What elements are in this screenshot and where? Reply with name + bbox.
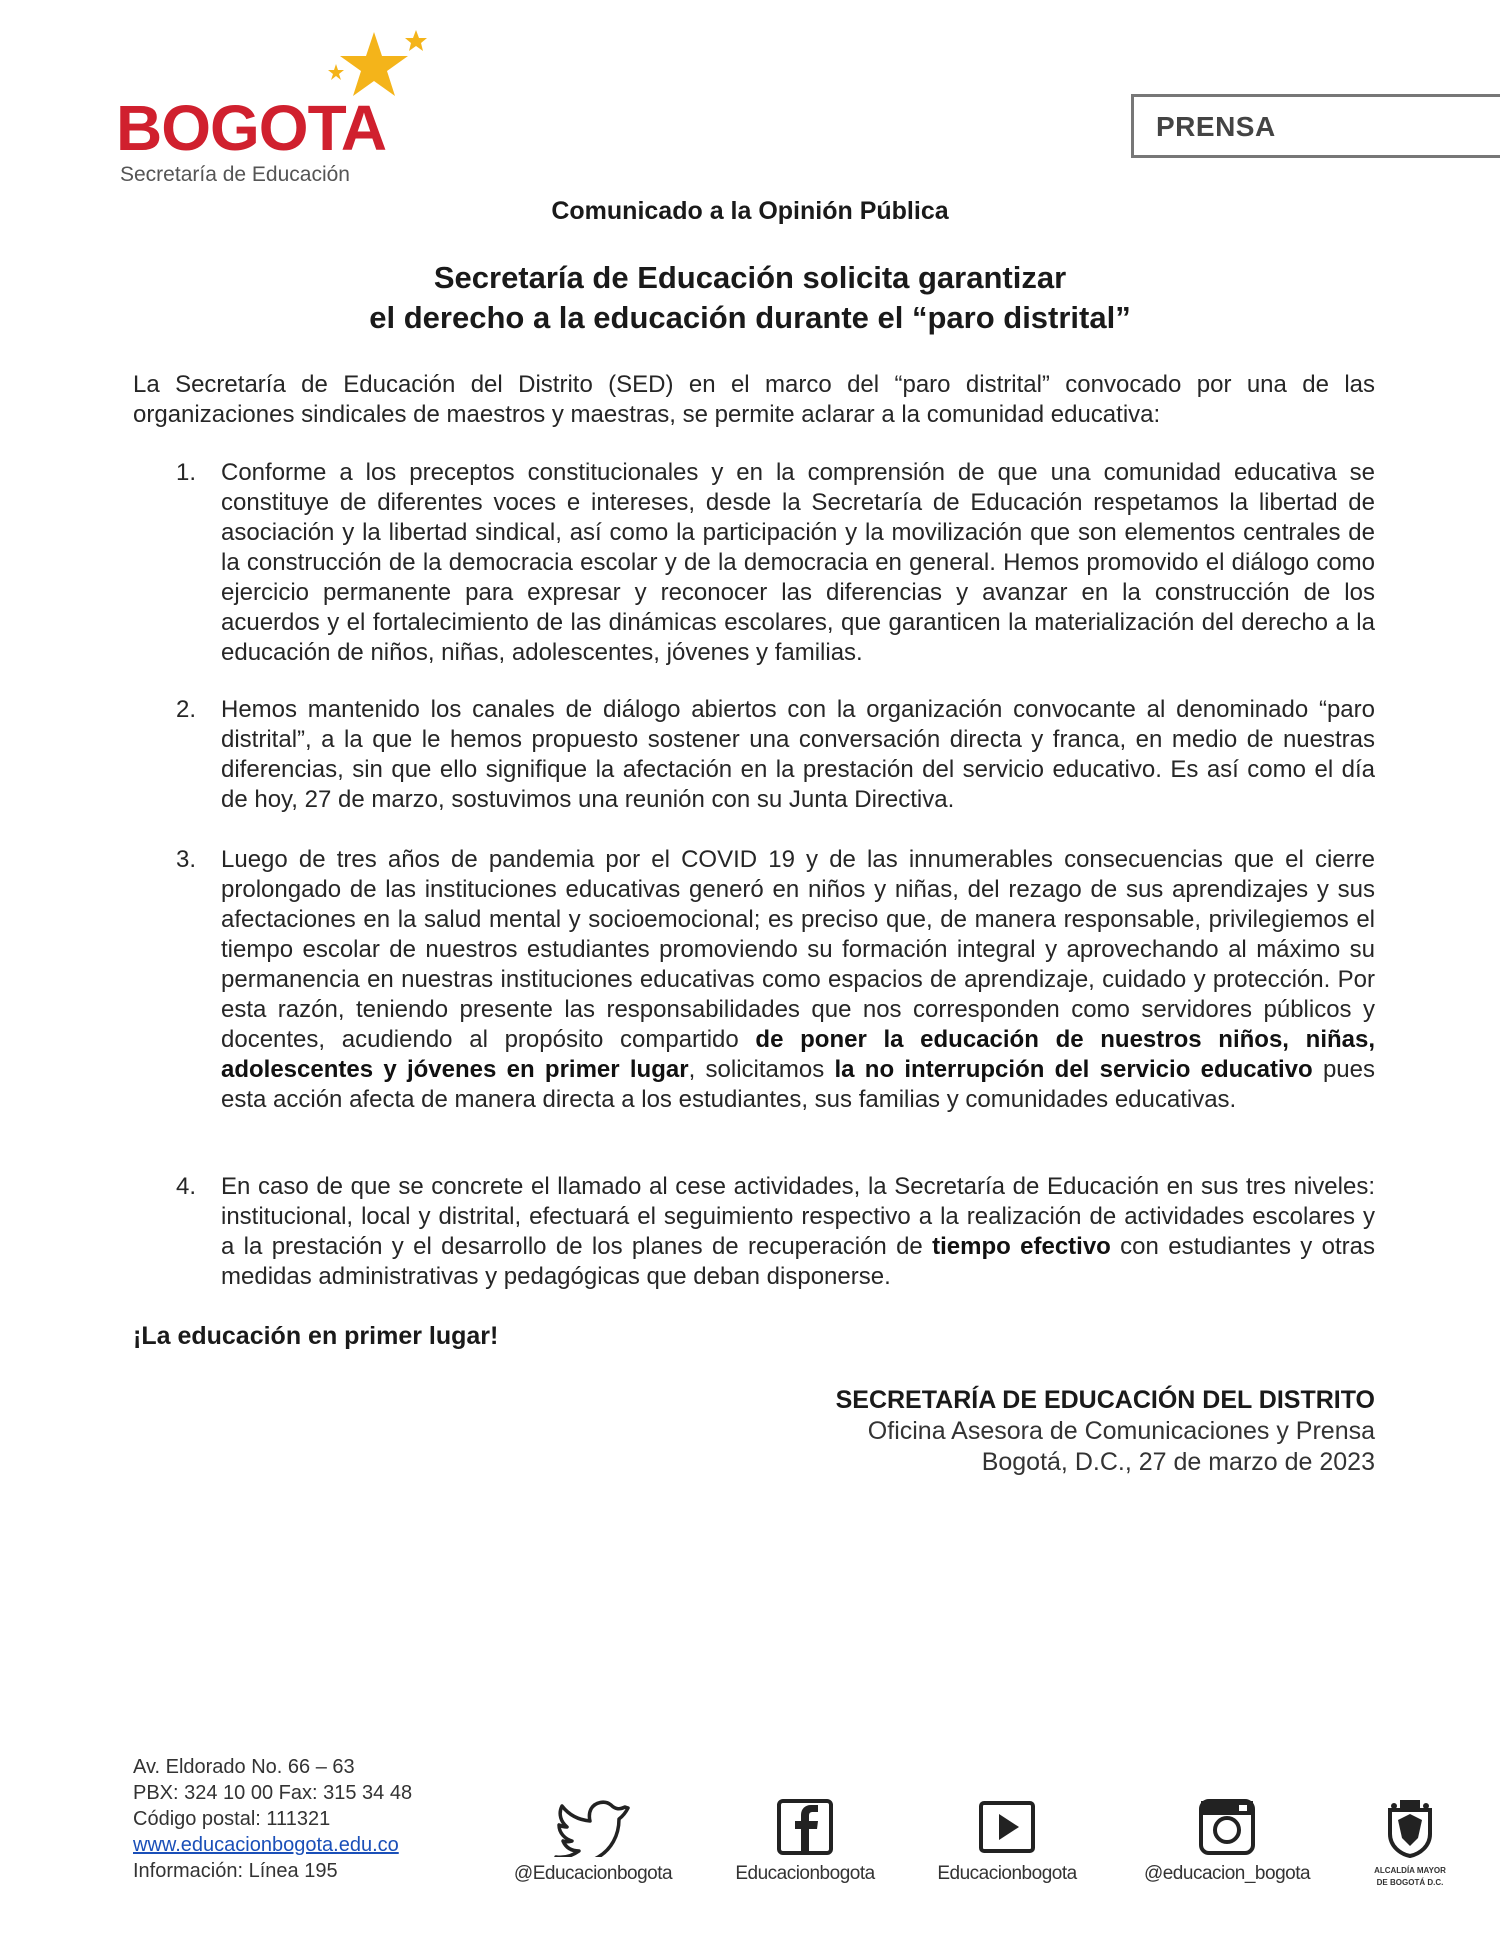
list-item-text: [221, 1173, 1375, 1290]
footer-address: Av. Eldorado No. 66 – 63: [133, 1756, 355, 1778]
social-twitter[interactable]: [498, 1797, 688, 1885]
slogan: ¡La educación en primer lugar!: [133, 1322, 499, 1350]
footer-website-link[interactable]: www.educacionbogota.edu.co: [133, 1834, 399, 1856]
logo-wordmark: BOGOTA: [116, 92, 387, 164]
title-line-2: el derecho a la educación durante el “paro distrital”: [369, 300, 1131, 335]
document-pretitle: Comunicado a la Opinión Pública: [551, 197, 949, 225]
text-segment: En caso de que se concrete el llamado al cese actividades, la Secretaría de Educación en sus tres niveles: institucional, local y distrital, efectuará el seguimiento respectivo a la realización de actividades escolares y a la prestación y el desarrollo de los planes de recuperación de: [221, 1173, 1375, 1260]
social-facebook[interactable]: [710, 1797, 900, 1885]
text-segment: con estudiantes y otras medidas administrativas y pedagógicas que deban disponerse.: [221, 1233, 1376, 1290]
social-youtube[interactable]: [912, 1797, 1102, 1885]
list-item-text: [221, 846, 1375, 1113]
intro-paragraph: La Secretaría de Educación del Distrito (SED) en el marco del “paro distrital” convocado por una de las organizaciones sindicales de maestros y maestras, se permite aclarar a la comunidad educativa:: [133, 371, 1375, 428]
alcaldia-crest: [1370, 1798, 1450, 1887]
bogota-logo: [116, 24, 416, 184]
list-item-number: 1.: [176, 459, 197, 486]
logo-subtitle: Secretaría de Educación: [120, 163, 350, 186]
social-handle: @educacion_bogota: [1143, 1863, 1311, 1884]
bold-segment: la no interrupción del servicio educativo: [834, 1056, 1313, 1083]
footer-info: Información: Línea 195: [133, 1860, 338, 1882]
crest-label: DE BOGOTÁ D.C.: [1376, 1878, 1444, 1887]
list-item-number: 3.: [176, 846, 197, 873]
text-segment: , solicitamos: [688, 1056, 835, 1083]
footer-contact: [133, 1754, 412, 1884]
list-item: [133, 1172, 1375, 1292]
press-tag: PRENSA: [1156, 111, 1276, 142]
twitter-icon: [553, 1797, 633, 1857]
social-handle: Educacionbogota: [735, 1863, 875, 1884]
text-segment: Luego de tres años de pandemia por el COVID 19 y de las innumerables consecuencias que el cierre prolongado de las instituciones educativas generó en niños y niñas, del rezago de sus aprendizajes y sus afectaciones en la salud mental y socioemocional; es preciso que, de manera responsable, privilegiemos el tiempo escolar de nuestros estudiantes promoviendo su formación integral y aprovechando al máximo su permanencia en nuestras instituciones educativas como espacios de aprendizaje, cuidado y protección. Por esta razón, teniendo presente las responsabilidades que nos corresponden como servidores públicos y docentes, acudiendo al propósito compartido: [221, 846, 1375, 1053]
facebook-icon: [775, 1797, 835, 1857]
text-segment: pues esta acción afecta de manera directa a los estudiantes, sus familias y comunidades educativas.: [221, 1056, 1375, 1113]
list-item: [133, 695, 1375, 815]
signature-place-date: Bogotá, D.C., 27 de marzo de 2023: [981, 1448, 1375, 1476]
list-item: [133, 458, 1375, 668]
document-title: [0, 258, 1500, 338]
footer-postal: Código postal: 111321: [133, 1808, 331, 1830]
signature-office: Oficina Asesora de Comunicaciones y Prensa: [867, 1417, 1375, 1445]
footer-phone: PBX: 324 10 00 Fax: 315 34 48: [133, 1782, 413, 1804]
list-item-number: 4.: [176, 1173, 197, 1200]
bold-segment: tiempo efectivo: [932, 1233, 1111, 1260]
crest-label: ALCALDÍA MAYOR: [1374, 1866, 1446, 1875]
signature-org: SECRETARÍA DE EDUCACIÓN DEL DISTRITO: [835, 1386, 1375, 1414]
list-item-number: 2.: [176, 696, 197, 723]
social-instagram[interactable]: [1132, 1797, 1322, 1885]
signature-block: [836, 1385, 1375, 1478]
title-line-1: Secretaría de Educación solicita garantizar: [433, 260, 1067, 295]
youtube-icon: [977, 1797, 1037, 1857]
coat-of-arms-icon: [1384, 1798, 1436, 1858]
list-item-text: Conforme a los preceptos constitucionales y en la comprensión de que una comunidad educativa se constituye de diferentes voces e intereses, desde la Secretaría de Educación respetamos la libertad de asociación y la libertad sindical, así como la participación y la movilización que son elementos centrales de la construcción de la democracia escolar y de la democracia en general. Hemos promovido el diálogo como ejercicio permanente para expresar y reconocer las diferencias y avanzar en la construcción de los acuerdos y el fortalecimiento de las dinámicas escolares, que garanticen la materialización del derecho a la educación de niños, niñas, adolescentes, jóvenes y familias.: [221, 459, 1375, 666]
instagram-icon: [1197, 1797, 1257, 1857]
social-handle: Educacionbogota: [937, 1863, 1077, 1884]
social-handle: @Educacionbogota: [513, 1863, 673, 1884]
bold-segment: de poner la educación de nuestros niños, niñas, adolescentes y jóvenes en primer lugar: [221, 1026, 1376, 1083]
list-item-text: Hemos mantenido los canales de diálogo abiertos con la organización convocante al denominado “paro distrital”, a la que le hemos propuesto sostener una conversación directa y franca, en medio de nuestras diferencias, sin que ello signifique la afectación en la prestación del servicio educativo. Es así como el día de hoy, 27 de marzo, sostuvimos una reunión con su Junta Directiva.: [221, 696, 1375, 813]
press-tag-box: [1131, 94, 1500, 158]
list-item: [133, 845, 1375, 1115]
